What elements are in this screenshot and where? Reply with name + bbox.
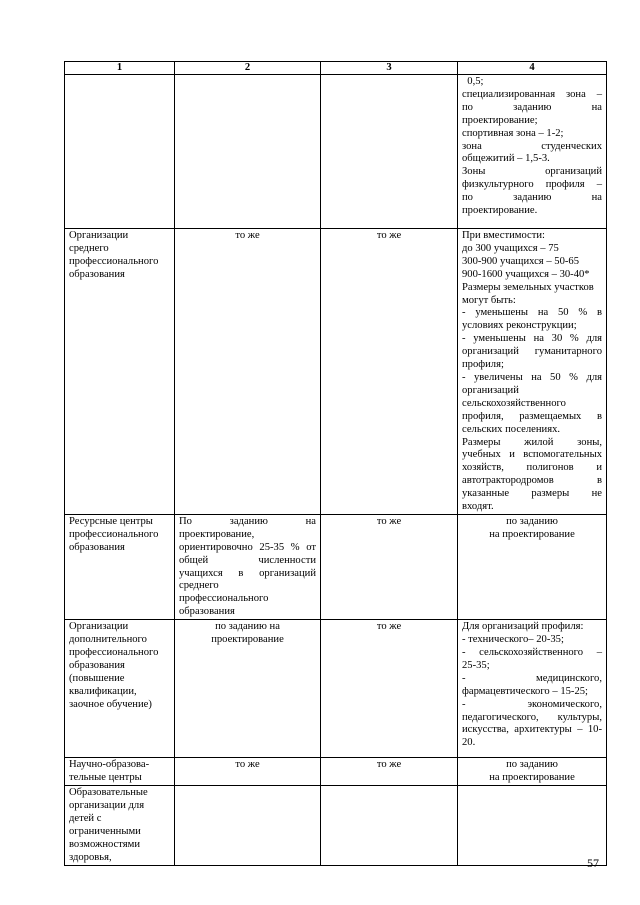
cell-line: указанные размеры не [462,488,602,500]
cell-line: По заданию на [179,515,316,527]
cell-col-3: то же [321,758,458,786]
cell-line: хозяйств, полигонов и [462,462,602,474]
table-row [65,229,607,515]
cell-line: организаций [462,384,519,396]
cell-col-3: то же [321,620,458,758]
cell-line: на проектирование [489,528,575,540]
cell-line: Зоны организаций [462,166,602,178]
cell-line: 0,5; [462,76,484,87]
cell-line: 300-900 учащихся – 50-65 [462,255,579,267]
cell-line: до 300 учащихся – 75 [462,242,559,254]
cell-col-4 [458,75,607,229]
cell-line: по заданию [506,515,558,527]
cell-line: условиях реконструкции; [462,320,577,332]
cell-line: сельских поселениях. [462,423,561,435]
cell-col-2 [175,514,321,619]
cell-col-4 [458,758,607,786]
page-number: 57 [587,856,599,870]
cell-line: по заданию на [215,621,280,633]
cell-line: входят. [462,501,494,513]
header-col-2: 2 [175,62,321,75]
cell-line: профиля; [462,359,504,371]
cell-line: педагогического, культуры, [462,711,602,723]
cell-facility-type: Организации среднего профессионального образования [65,229,175,515]
cell-line: физкультурного профиля – [462,179,602,191]
table-row [65,758,607,786]
cell-line: ориентировочно 25-35 % от [179,541,316,553]
norms-table [64,61,607,866]
cell-line: 900-1600 учащихся – 30-40* [462,268,590,280]
cell-line: Размеры жилой зоны, [462,436,602,448]
table-row [65,75,607,229]
cell-line: по заданию [506,759,558,771]
table-row [65,514,607,619]
cell-line: зона студенческих [462,140,602,152]
cell-line: - уменьшены на 30 % для [462,333,602,345]
cell-line: проектирование, [179,528,255,540]
table-row [65,620,607,758]
header-row [65,62,607,75]
cell-facility-type: Организации дополнительного профессионального образования (повышение квалификации, заочное обучение) [65,620,175,758]
cell-line: - экономического, [462,698,602,710]
cell-line: проектирование [211,634,284,646]
cell-line: общей численности [179,554,316,566]
header-col-4: 4 [458,62,607,75]
cell-col-4 [458,229,607,515]
cell-line: специализированная зона – [462,88,602,100]
header-col-3: 3 [321,62,458,75]
cell-line: фармацевтического – 15-25; [462,685,588,697]
cell-line: - увеличены на 50 % для [462,371,602,383]
cell-col-3: то же [321,229,458,515]
cell-line: учащихся в организаций [179,567,316,579]
cell-col-2: то же [175,758,321,786]
cell-col-4 [458,620,607,758]
cell-line: При вместимости: [462,230,545,241]
cell-line: сельскохозяйственного [462,397,566,409]
cell-line: - технического– 20-35; [462,634,564,646]
cell-line: на проектирование [489,772,575,784]
cell-line: Размеры земельных участков [462,281,594,293]
header-col-1: 1 [65,62,175,75]
cell-line: проектирование; [462,114,538,126]
cell-line: искусства, архитектуры – 10- [462,724,602,736]
cell-col-2 [175,786,321,866]
cell-col-3: то же [321,514,458,619]
cell-col-4 [458,514,607,619]
cell-line: по заданию на [462,101,602,113]
cell-col-4 [458,786,607,866]
table-row [65,786,607,866]
cell-line: по заданию на [462,192,602,204]
cell-line: профиля, размещаемых в [462,410,602,422]
cell-line: 20. [462,737,476,749]
cell-line: среднего [179,580,219,592]
cell-line: проектирование. [462,205,538,217]
cell-line: организаций гуманитарного [462,346,602,358]
cell-col-3 [321,75,458,229]
cell-line: 25-35; [462,659,490,671]
cell-col-2 [175,75,321,229]
cell-line: профессионального [179,593,269,605]
cell-facility-type: Научно-образова-тельные центры [65,758,175,786]
cell-line: Для организаций профиля: [462,621,584,633]
cell-line: образования [179,606,235,618]
cell-line: учебных и вспомогательных [462,449,602,461]
cell-line: могут быть: [462,294,516,306]
cell-col-2: то же [175,229,321,515]
cell-facility-type [65,75,175,229]
cell-line: спортивная зона – 1-2; [462,127,564,139]
cell-col-3 [321,786,458,866]
cell-line: - уменьшены на 50 % в [462,307,602,319]
cell-facility-type: Ресурсные центры профессионального образования [65,514,175,619]
cell-col-2 [175,620,321,758]
cell-facility-type: Образовательные организации для детей с ограниченными возможностями здоровья, [65,786,175,866]
cell-line: - медицинского, [462,672,602,684]
cell-line: общежитий – 1,5-3. [462,153,550,165]
cell-line: автотрактородромов в [462,475,602,487]
cell-line: - сельскохозяйственного – [462,647,602,658]
